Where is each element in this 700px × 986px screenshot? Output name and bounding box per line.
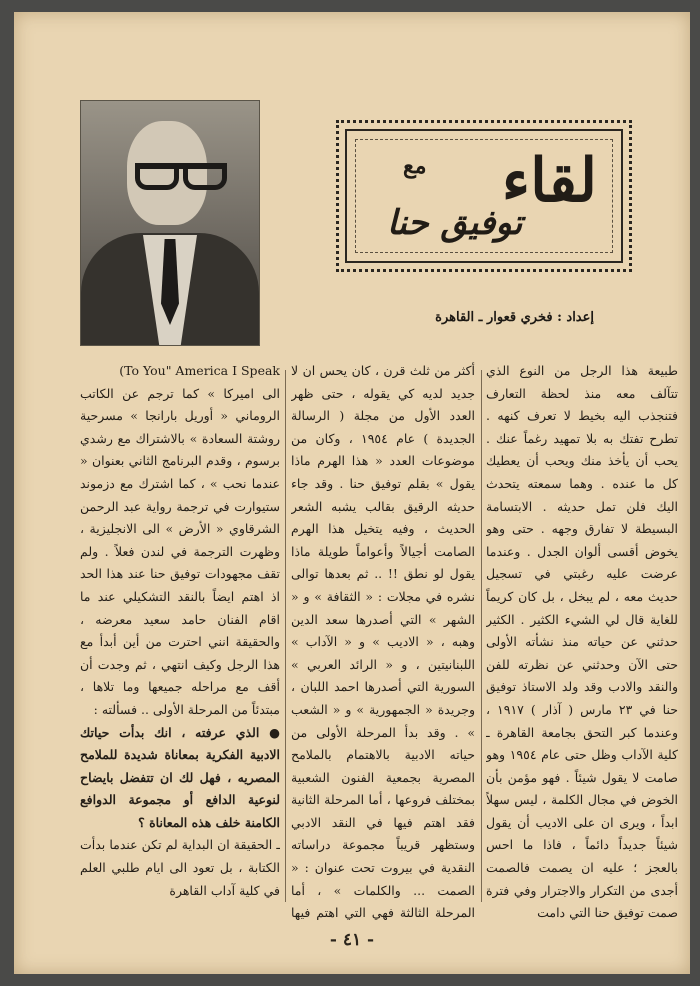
column-1-text: طبيعة هذا الرجل من النوع الذي تتآلف معه منذ لحظة التعارف فتنجذب اليه بخيط لا تعرف كنهه . تطرح تفتك به بلا تمهيد رغماً عنك . يحب أن يأخذ منك ويحب أن يعطيك كل ما عنده . وهما سمعته يتحدث اليك فلن تمل حديثه . الابتسامة البسيطة لا تفارق وجهه . حتى وهو يخوض أقسى ألوان الجدل . وعندما عرضت عليه رغبتي في تسجيل حديث معه ، لم يبخل ، بل كان كريماً للغاية قال لي الشيء الكثير . الكثير حدثني عن حياته منذ نشأته الأولى حتى الآن وحدثني عن نظرته للفن والنقد والادب وقد ولد الاستاذ توفيق حنا في ٢٣ مارس ( آذار ) ١٩١٧ ، وعندما كبر التحق بجامعة القاهرة ـ كلية الآداب وظل حتى عام ١٩٥٤ وهو صامت لا يقول شيئاً . فهو مؤمن بأن الخوض في مجال الكلمة ، ليس سهلاً ابداً ، ويرى ان على الاديب أن يقول شيئاً جديداً دائماً ، فاذا ما احس بالعجز ؛ عليه ان يصمت فالصمت أجدى من التكرار والاجترار وفي فترة صمت توفيق حنا التي دامت	[486, 363, 678, 920]
magazine-page	[14, 12, 690, 974]
text-column-1	[486, 360, 678, 920]
column-divider-1	[481, 370, 482, 902]
english-title-fragment: (To You" America I Speak	[119, 363, 280, 378]
portrait-glasses	[135, 163, 227, 191]
article-title-inner-frame	[345, 129, 623, 263]
text-column-3	[80, 360, 280, 920]
page-number: - ٤١ -	[329, 930, 375, 950]
interview-question: ● الذي عرفته ، انك بدأت حياتك الادبية الفكرية بمعاناة شديدة للملامح المصريه ، فهل لك ان تتفضل بايضاح لنوعية الدافع أو مجموعة الدوافع الكامنة خلف هذه المعاناة ؟	[80, 724, 280, 830]
title-name: توفيق حنا	[387, 203, 523, 243]
column-3-text: الى اميركا » كما ترجم عن الكاتب الروماني « أوريل بارانجا » مسرحية روشتة السعادة » بالاشتراك مع رشدي برسوم ، وقدم البرنامج الثاني بعنوان « عندما نحب » ، كما اشترك مع دزموند ستيوارت في ترجمة رواية عبد الرحمن الشرقاوي « الأرض » الى الانجليزية ، وظهرت الترجمة في لندن فعلاً . ولم تقف مجهودات توفيق حنا عند هذا الحد اذ اهتم ايضاً بالنقد التشكيلي عند ما اقام الفنان حامد سعيد معرضه ، والحقيقة انني احترت من أين أبدأ مع هذا الرجل وكيف انتهي ، ثم وجدت أن أقف مع مراحله جميعها وما تلاها ، مبتدئاً من المرحلة الأولى .. فسألته :	[80, 385, 280, 717]
column-divider-2	[285, 370, 286, 902]
title-main: لقاء	[501, 146, 597, 216]
interview-answer: ـ الحقيقة ان البداية لم تكن عندما بدأت الكتابة ، بل تعود الى ايام طلبي العلم في كلية آداب القاهرة	[80, 837, 280, 898]
article-byline: إعداد : فخري قعوار ـ القاهرة	[435, 310, 594, 325]
article-title-frame	[336, 120, 632, 272]
text-column-2	[291, 360, 475, 920]
author-portrait-photo	[80, 100, 260, 346]
column-2-text: أكثر من ثلث قرن ، كان يحس ان لا جديد لديه كي يقوله ، حتى ظهر العدد الأول من مجلة ( الرسالة الجديدة ) عام ١٩٥٤ ، وكان من موضوعات العدد « هذا الهرم ماذا يقول » بقلم توفيق حنا . وقد جاء حديثه الرقيق بقالب يشبه الشعر الحديث ، وفيه يتخيل هذا الهرم الصامت أجيالاً وأعواماً طويلة ماذا يقول لو نطق !! .. ثم بعدها توالى نشره في مجلات : « الثقافة » و « الشهر » التي أصدرها سعد الدين وهبه ، « الاديب » و « الآداب » اللبنانيتين ، و « الرائد العربي » السورية التي أصدرها احمد اللبان ، وجريدة « الجمهورية » و « الشعب » . وقد بدأ المرحلة الأولى من حياته الادبية بالاهتمام بالملامح المصرية بجمعية الفنون الشعبية بمختلف فروعها ، أما المرحلة الثانية فقد اهتم فيها في النقد الادبي وستظهر قريباً مجموعة دراساته النقدية في بيروت تحت عنوان : « الصمت ... والكلمات » ، أما المرحلة الثالثة فهي التي اهتم فيها	[291, 363, 475, 920]
title-with: مع	[403, 153, 427, 179]
